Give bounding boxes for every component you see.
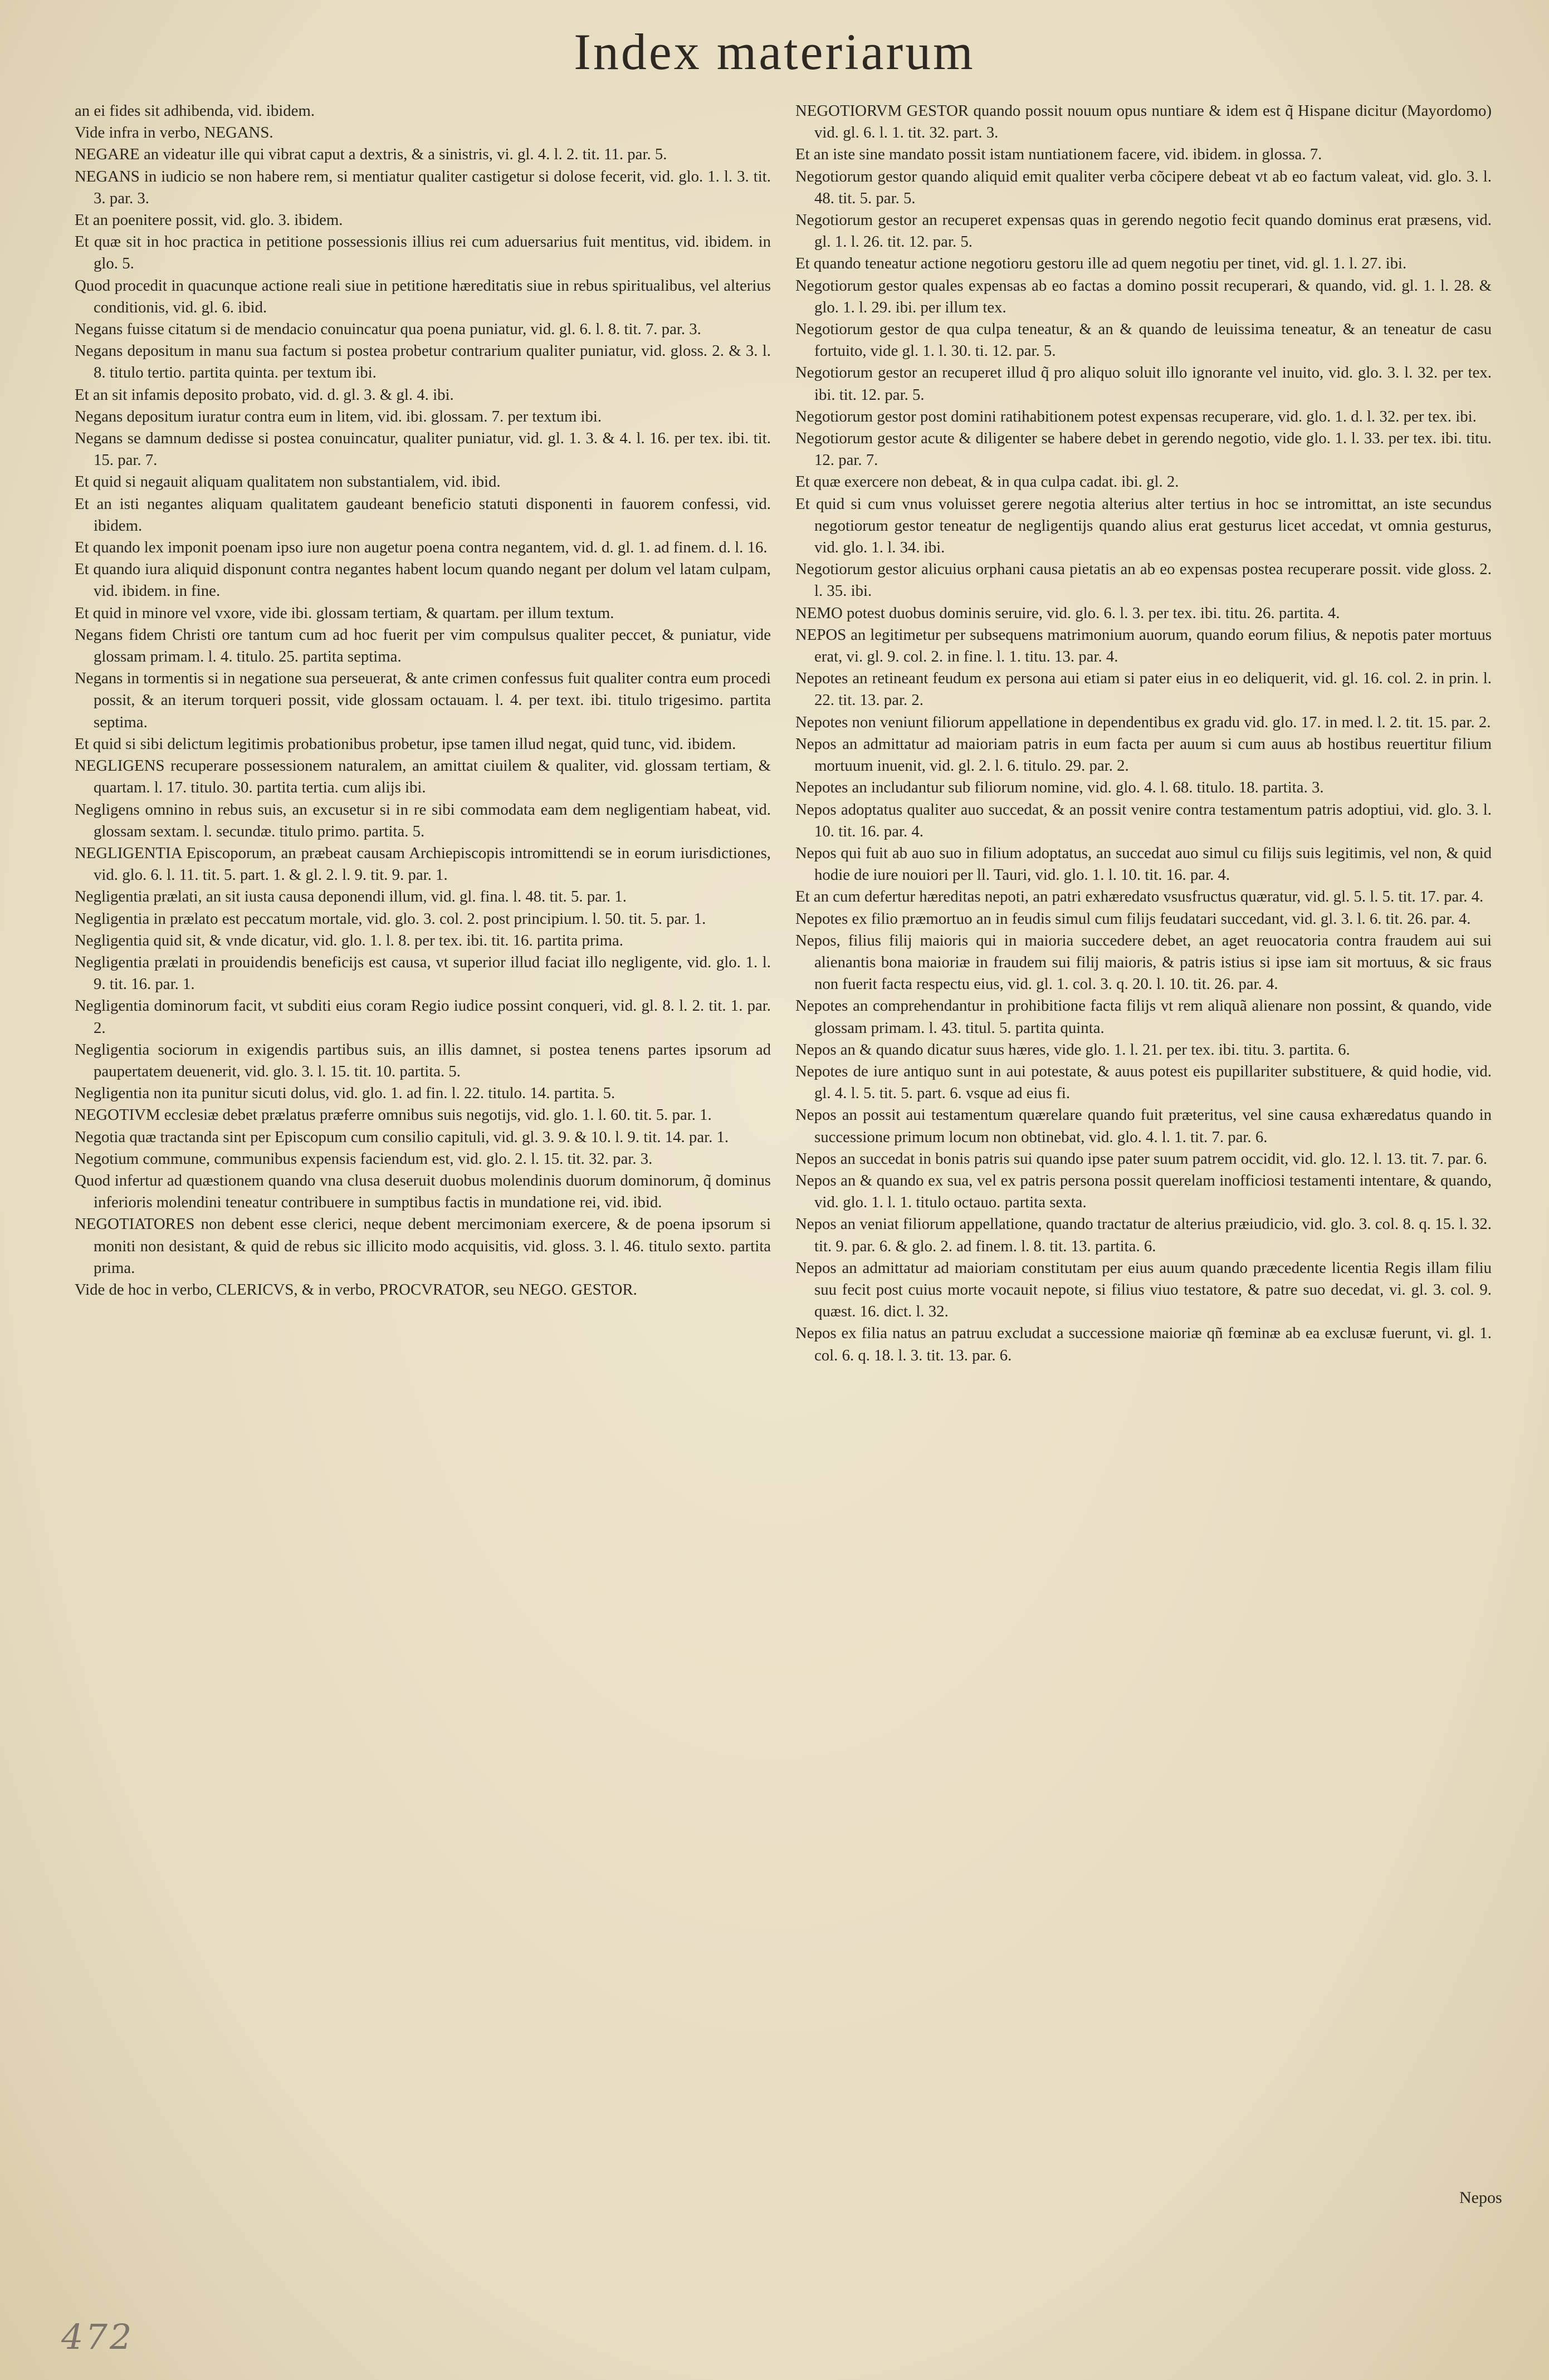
index-entry: Negotiorum gestor post domini ratihabitionem potest expensas recuperare, vid. glo. 1. d. l. 32. per tex. ibi. <box>795 407 1477 425</box>
index-entry: Et an isti negantes aliquam qualitatem gaudeant beneficio statuti disponenti in fauorem confessi, vid. ibidem. <box>75 494 771 535</box>
index-entry: Negotia quæ tractanda sint per Episcopum cum consilio capituli, vid. gl. 3. 9. & 10. l. 9. tit. 14. par. 1. <box>75 1128 729 1146</box>
index-entry: Et an poenitere possit, vid. glo. 3. ibidem. <box>75 211 343 229</box>
index-entry: Nepos an veniat filiorum appellatione, quando tractatur de alterius præiudicio, vid. glo. 3. col. 8. q. 15. l. 32. tit. 9. par. 6. & glo. 2. ad finem. l. 8. tit. 13. partita. 6. <box>795 1215 1492 1255</box>
index-entry: Negotiorum gestor quando aliquid emit qualiter verba cõcipere debeat vt ab eo factum valeat, vid. glo. 3. l. 48. tit. 5. par. 5. <box>795 167 1492 207</box>
index-entry: NEGARE an videatur ille qui vibrat caput a dextris, & a sinistris, vi. gl. 4. l. 2. tit. 11. par. 5. <box>75 145 667 164</box>
index-entry: Negligentia sociorum in exigendis partibus suis, an illis damnet, si postea tenens partes ipsorum ad paupertatem deuenerit, vid. glo. 3. l. 15. tit. 10. partita. 5. <box>75 1040 771 1080</box>
index-entry: NEGLIGENTIA Episcoporum, an præbeat causam Archiepiscopis intromittendi se in eorum iurisdictiones, vid. glo. 6. l. 11. tit. 5. part. 1. & gl. 2. l. 9. tit. 9. par. 1. <box>75 844 771 884</box>
index-entry: Negans depositum iuratur contra eum in litem, vid. ibi. glossam. 7. per textum ibi. <box>75 407 602 425</box>
index-entry: Nepotes de iure antiquo sunt in aui potestate, & auus potest eis pupillariter substituere, & quid hodie, vid. gl. 4. l. 5. tit. 5. part. 6. vsque ad eius fi. <box>795 1062 1492 1103</box>
index-entry: Negotiorum gestor quales expensas ab eo factas a domino possit recuperari, & quando, vid. gl. 1. l. 28. & glo. 1. l. 29. ibi. per illum tex. <box>795 276 1492 316</box>
index-entry: Vide de hoc in verbo, CLERICVS, & in verbo, PROCVRATOR, seu NEGO. GESTOR. <box>75 1280 637 1299</box>
index-entry: Quod infertur ad quæstionem quando vna clusa deseruit duobus molendinis duorum dominorum, q̃ dominus inferioris molendini teneatur contribuere in sumptibus factis in mundatione rei, vid. ibid. <box>75 1171 771 1212</box>
index-entry: NEGOTIVM ecclesiæ debet prælatus præferre omnibus suis negotijs, vid. glo. 1. l. 60. tit. 5. par. 1. <box>75 1106 712 1124</box>
index-entry: Et quando lex imponit poenam ipso iure non augetur poena contra negantem, vid. d. gl. 1. ad finem. d. l. 16. <box>75 538 768 557</box>
index-entry: Et an cum defertur hæreditas nepoti, an patri exhæredato vsusfructus quæratur, vid. gl. 5. l. 5. tit. 17. par. 4. <box>795 888 1484 906</box>
index-entry: an ei fides sit adhibenda, vid. ibidem. <box>75 102 315 120</box>
index-entry: Negligentia in prælato est peccatum mortale, vid. glo. 3. col. 2. post principium. l. 50. tit. 5. par. 1. <box>75 909 706 928</box>
index-entry: Et quid si cum vnus voluisset gerere negotia alterius alter tertius in hoc se intromittat, an iste secundus negotiorum gestor teneatur de negligentijs quando alius erat gesturus licet accedat, vt omnia gesturus, vid. glo. 1. l. 34. ibi. <box>795 494 1492 557</box>
index-entry: Negans in tormentis si in negatione sua perseuerat, & ante crimen confessus fuit qualiter contra eum procedi possit, & an iterum torqueri possit, vide glossam octauam. l. 4. per text. ibi. titulo trigesimo. partita septima. <box>75 669 771 731</box>
index-entry: Nepos an & quando ex sua, vel ex patris persona possit querelam inofficiosi testamenti intentare, & quando, vid. glo. 1. l. 1. titulo octauo. partita sexta. <box>795 1171 1492 1212</box>
index-entry: Vide infra in verbo, NEGANS. <box>75 124 273 142</box>
index-entry: Negans depositum in manu sua factum si postea probetur contrarium qualiter puniatur, vid. gloss. 2. & 3. l. 8. titulo tertio. partita quinta. per textum ibi. <box>75 342 771 382</box>
handwritten-page-number: 472 <box>61 2317 134 2357</box>
index-entry: Negligentia quid sit, & vnde dicatur, vid. glo. 1. l. 8. per tex. ibi. tit. 16. partita prima. <box>75 931 623 949</box>
index-entry: Nepos, filius filij maioris qui in maioria succedere debet, an aget reuocatoria contra fraudem aui sui alienantis bona maioriæ in fraudem sui filij maioris, & patris istius si ipse iam sit mortuus, & sic fraus non fuerit facta respectu eius, vid. gl. 1. col. 3. q. 20. l. 10. tit. 26. par. 4. <box>795 931 1492 993</box>
index-entry: Nepos an possit aui testamentum quærelare quando fuit præteritus, vel sine causa exhæredatus quando in successione primum locum non obtinebat, vid. glo. 4. l. 1. tit. 7. par. 6. <box>795 1106 1492 1146</box>
index-entry: Negotium commune, communibus expensis faciendum est, vid. glo. 2. l. 15. tit. 32. par. 3. <box>75 1149 653 1168</box>
index-entry: NEGLIGENS recuperare possessionem naturalem, an amittat ciuilem & qualiter, vid. glossam tertiam, & quartam. l. 17. titulo. 30. partita tertia. cum alijs ibi. <box>75 757 771 797</box>
index-entry: Nepos qui fuit ab auo suo in filium adoptatus, an succedat auo simul cu filijs suis legitimis, vel non, & quid hodie de iure nouiori per ll. Tauri, vid. glo. 1. l. 10. tit. 16. par. 4. <box>795 844 1492 884</box>
index-entry: Nepos an & quando dicatur suus hæres, vide glo. 1. l. 21. per tex. ibi. titu. 3. partita. 6. <box>795 1040 1350 1059</box>
index-entry: Negotiorum gestor alicuius orphani causa pietatis an ab eo expensas postea recuperare possit. vide gloss. 2. l. 35. ibi. <box>795 560 1492 600</box>
index-entry: Nepos an succedat in bonis patris sui quando ipse pater suum patrem occidit, vid. glo. 12. l. 13. tit. 7. par. 6. <box>795 1149 1488 1168</box>
index-entry: Nepos an admittatur ad maioriam constitutam per eius auum quando præcedente licentia Regis illam filiu suu fecit post cuius morte vocauit nepote, si filius viuo testatore, & patre suo decedat, vi. gl. 3. col. 9. quæst. 16. dict. l. 32. <box>795 1258 1492 1321</box>
index-entry: Et quid si negauit aliquam qualitatem non substantialem, vid. ibid. <box>75 473 501 491</box>
index-entry: Nepotes ex filio præmortuo an in feudis simul cum filijs feudatari succedant, vid. gl. 3. l. 6. tit. 26. par. 4. <box>795 909 1471 928</box>
index-entry: Et an iste sine mandato possit istam nuntiationem facere, vid. ibidem. in glossa. 7. <box>795 145 1322 164</box>
index-entry: Negligentia prælati in prouidendis beneficijs est causa, vt superior illud faciat illo negligente, vid. glo. 1. l. 9. tit. 16. par. 1. <box>75 953 771 993</box>
index-entry: NEMO potest duobus dominis seruire, vid. glo. 6. l. 3. per tex. ibi. titu. 26. partita. 4. <box>795 604 1340 622</box>
index-entry: Quod procedit in quacunque actione reali siue in petitione hæreditatis siue in rebus spiritualibus, vel alterius conditionis, vid. gl. 6. ibid. <box>75 276 771 316</box>
index-entry: NEGOTIATORES non debent esse clerici, neque debent mercimoniam exercere, & de poena ipsorum si moniti non desistant, & quid de rebus sic illicito modo acquisitis, vid. gloss. 3. l. 46. titulo sexto. partita prima. <box>75 1215 771 1277</box>
index-entry: Nepotes an comprehendantur in prohibitione facta filijs vt rem aliquã alienare non possint, & quando, vide glossam primam. l. 43. titul. 5. partita quinta. <box>795 997 1492 1037</box>
index-entry: Et quando teneatur actione negotioru gestoru ille ad quem negotiu per tinet, vid. gl. 1. l. 27. ibi. <box>795 254 1407 273</box>
index-entry: Et quæ exercere non debeat, & in qua culpa cadat. ibi. gl. 2. <box>795 473 1179 491</box>
index-entry: Et quæ sit in hoc practica in petitione possessionis illius rei cum aduersarius fuit mentitus, vid. ibidem. in glo. 5. <box>75 233 771 273</box>
running-title: Index materiarum <box>574 23 975 80</box>
index-entry: Negotiorum gestor an recuperet expensas quas in gerendo negotio fecit quando dominus erat præsens, vid. gl. 1. l. 26. tit. 12. par. 5. <box>795 211 1492 251</box>
index-entry: Et quid in minore vel vxore, vide ibi. glossam tertiam, & quartam. per illum textum. <box>75 604 614 622</box>
index-entry: NEPOS an legitimetur per subsequens matrimonium auorum, quando eorum filius, & nepotis pater mortuus erat, vi. gl. 9. col. 2. in fine. l. 1. titu. 13. par. 4. <box>795 625 1492 666</box>
index-column-right <box>795 100 1492 1367</box>
index-entry: Nepos ex filia natus an patruu excludat a successione maioriæ qñ fœminæ ab ea exclusæ fuerunt, vi. gl. 1. col. 6. q. 18. l. 3. tit. 13. par. 6. <box>795 1324 1492 1364</box>
index-column-left <box>75 100 771 1301</box>
index-entry: Negans fuisse citatum si de mendacio conuincatur qua poena puniatur, vid. gl. 6. l. 8. tit. 7. par. 3. <box>75 320 701 339</box>
index-entry: Nepotes an retineant feudum ex persona aui etiam si pater eius in eo deliquerit, vid. gl. 16. col. 2. in prin. l. 22. tit. 13. par. 2. <box>795 669 1492 709</box>
index-entry: Negans se damnum dedisse si postea conuincatur, qualiter puniatur, vid. gl. 1. 3. & 4. l. 16. per tex. ibi. tit. 15. par. 7. <box>75 429 771 469</box>
index-entry: Negligentia dominorum facit, vt subditi eius coram Regio iudice possint conqueri, vid. gl. 8. l. 2. tit. 1. par. 2. <box>75 997 771 1037</box>
index-entry: NEGOTIORVM GESTOR quando possit nouum opus nuntiare & idem est q̃ Hispane dicitur (Mayordomo) vid. gl. 6. l. 1. tit. 32. part. 3. <box>795 102 1492 142</box>
index-entry: Negligentia prælati, an sit iusta causa deponendi illum, vid. gl. fina. l. 48. tit. 5. par. 1. <box>75 888 627 906</box>
index-entry: Negotiorum gestor acute & diligenter se habere debet in gerendo negotio, vide glo. 1. l. 33. per tex. ibi. titu. 12. par. 7. <box>795 429 1492 469</box>
index-entry: Nepotes an includantur sub filiorum nomine, vid. glo. 4. l. 68. titulo. 18. partita. 3. <box>795 778 1324 797</box>
index-entry: Negotiorum gestor an recuperet illud q̃ pro aliquo soluit illo ignorante vel inuito, vid. glo. 3. l. 32. per tex. ibi. tit. 12. par. 5. <box>795 364 1492 404</box>
page-header <box>0 22 1549 81</box>
index-entry: Et quando iura aliquid disponunt contra negantes habent locum quando negant per dolum vel latam culpam, vid. ibidem. in fine. <box>75 560 771 600</box>
index-entry: Nepos an admittatur ad maioriam patris in eum facta per auum si cum auus ab hostibus reuertitur filium mortuum inuenit, vid. gl. 2. l. 6. titulo. 29. par. 2. <box>795 734 1492 775</box>
index-entry: Negans fidem Christi ore tantum cum ad hoc fuerit per vim compulsus qualiter peccet, & puniatur, vide glossam primam. l. 4. titulo. 25. partita septima. <box>75 625 771 666</box>
catchword: Nepos <box>1459 2188 1502 2207</box>
index-entry: NEGANS in iudicio se non habere rem, si mentiatur qualiter castigetur si dolose fecerit, vid. glo. 1. l. 3. tit. 3. par. 3. <box>75 167 771 207</box>
index-entry: Nepos adoptatus qualiter auo succedat, & an possit venire contra testamentum patris adoptiui, vid. glo. 3. l. 10. tit. 16. par. 4. <box>795 800 1492 840</box>
index-entry: Negligentia non ita punitur sicuti dolus, vid. glo. 1. ad fin. l. 22. titulo. 14. partita. 5. <box>75 1084 615 1103</box>
index-entry: Et an sit infamis deposito probato, vid. d. gl. 3. & gl. 4. ibi. <box>75 385 454 404</box>
index-entry: Negligens omnino in rebus suis, an excusetur si in re sibi commodata eam dem negligentiam habeat, vid. glossam sextam. l. secundæ. titulo primo. partita. 5. <box>75 800 771 840</box>
index-entry: Nepotes non veniunt filiorum appellatione in dependentibus ex gradu vid. glo. 17. in med. l. 2. tit. 15. par. 2. <box>795 713 1491 731</box>
index-entry: Negotiorum gestor de qua culpa teneatur, & an & quando de leuissima teneatur, & an teneatur de casu fortuito, vide gl. 1. l. 30. ti. 12. par. 5. <box>795 320 1492 360</box>
index-entry: Et quid si sibi delictum legitimis probationibus probetur, ipse tamen illud negat, quid tunc, vid. ibidem. <box>75 734 736 753</box>
